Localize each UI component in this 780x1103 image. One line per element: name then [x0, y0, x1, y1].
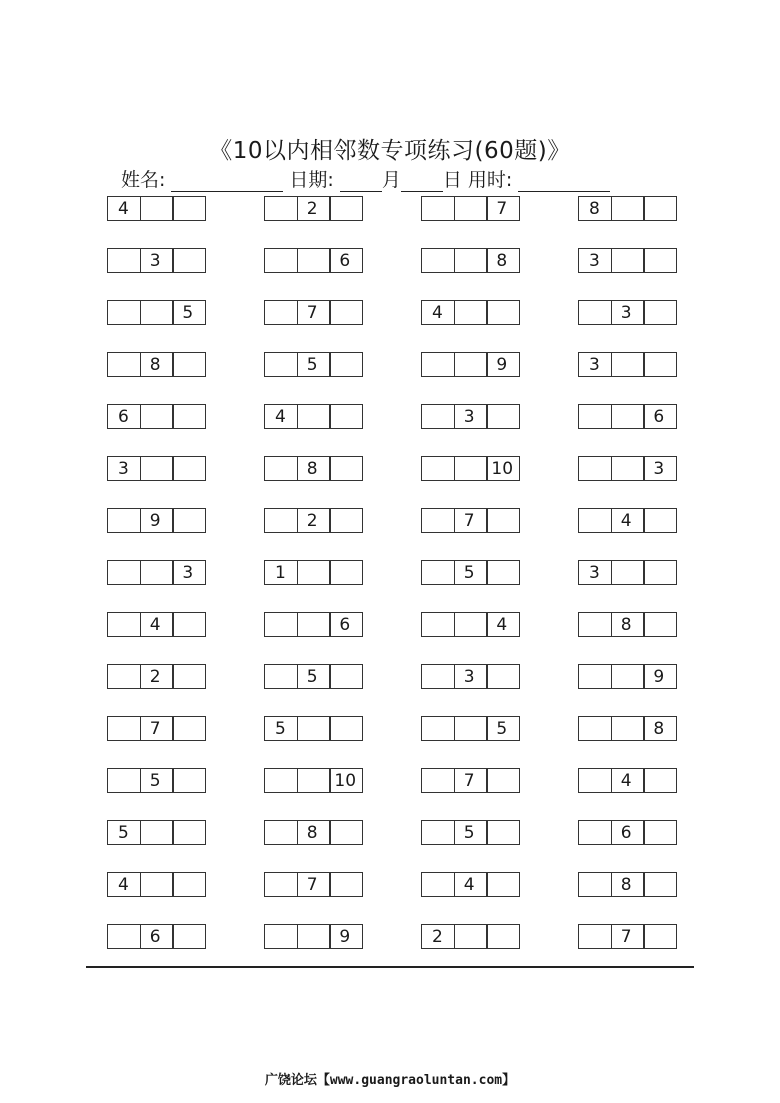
given-number-box: 9 — [643, 664, 677, 689]
answer-box[interactable] — [643, 768, 677, 793]
answer-box[interactable] — [264, 456, 298, 481]
given-number-box: 8 — [140, 352, 174, 377]
given-number-box: 8 — [611, 872, 645, 897]
answer-box[interactable] — [643, 352, 677, 377]
answer-box[interactable] — [172, 248, 206, 273]
answer-box[interactable] — [329, 820, 363, 845]
given-number-box: 9 — [329, 924, 363, 949]
given-number-box: 3 — [107, 456, 141, 481]
given-number-box: 5 — [264, 716, 298, 741]
answer-box[interactable] — [107, 560, 141, 585]
problem — [421, 820, 524, 845]
answer-box[interactable] — [140, 560, 174, 585]
problem — [578, 508, 681, 533]
given-number-box: 6 — [643, 404, 677, 429]
page-title: 《10以内相邻数专项练习(60题)》 — [209, 138, 571, 164]
problem — [578, 872, 681, 897]
given-number-box: 2 — [297, 508, 331, 533]
problem — [421, 768, 524, 793]
footer-site-name: 广饶论坛 — [264, 1073, 317, 1088]
given-number-box: 6 — [329, 248, 363, 273]
given-number-box: 3 — [578, 352, 612, 377]
problem — [107, 716, 210, 741]
given-number-box: 7 — [297, 872, 331, 897]
answer-box[interactable] — [643, 248, 677, 273]
problem — [578, 196, 681, 221]
answer-box[interactable] — [421, 196, 455, 221]
given-number-box: 7 — [611, 924, 645, 949]
answer-box[interactable] — [329, 456, 363, 481]
given-number-box: 6 — [140, 924, 174, 949]
answer-box[interactable] — [486, 664, 520, 689]
problem — [578, 456, 681, 481]
given-number-box: 3 — [578, 248, 612, 273]
given-number-box: 3 — [454, 664, 488, 689]
given-number-box: 3 — [140, 248, 174, 273]
given-number-box: 8 — [297, 456, 331, 481]
answer-box[interactable] — [140, 196, 174, 221]
given-number-box: 10 — [329, 768, 363, 793]
answer-box[interactable] — [578, 612, 612, 637]
problem — [421, 352, 524, 377]
problem — [578, 560, 681, 585]
problem — [421, 300, 524, 325]
problem — [578, 300, 681, 325]
problem-grid — [107, 196, 681, 949]
answer-box[interactable] — [140, 404, 174, 429]
answer-box[interactable] — [643, 820, 677, 845]
answer-box[interactable] — [264, 612, 298, 637]
problem — [578, 924, 681, 949]
answer-box[interactable] — [421, 456, 455, 481]
problem — [107, 248, 210, 273]
answer-box[interactable] — [643, 560, 677, 585]
problem — [107, 924, 210, 949]
given-number-box: 10 — [486, 456, 520, 481]
problem — [264, 924, 367, 949]
problem — [578, 664, 681, 689]
month-blank[interactable] — [340, 171, 382, 192]
answer-box[interactable] — [297, 768, 331, 793]
given-number-box: 6 — [329, 612, 363, 637]
answer-box[interactable] — [454, 300, 488, 325]
problem — [107, 352, 210, 377]
given-number-box: 2 — [421, 924, 455, 949]
answer-box[interactable] — [329, 664, 363, 689]
given-number-box: 4 — [611, 508, 645, 533]
answer-box[interactable] — [172, 352, 206, 377]
answer-box[interactable] — [578, 716, 612, 741]
problem — [107, 820, 210, 845]
answer-box[interactable] — [172, 820, 206, 845]
answer-box[interactable] — [264, 768, 298, 793]
answer-box[interactable] — [421, 612, 455, 637]
problem — [107, 664, 210, 689]
given-number-box: 3 — [454, 404, 488, 429]
answer-box[interactable] — [611, 456, 645, 481]
answer-box[interactable] — [611, 664, 645, 689]
given-number-box: 7 — [297, 300, 331, 325]
problem — [264, 404, 367, 429]
answer-box[interactable] — [611, 560, 645, 585]
given-number-box: 7 — [140, 716, 174, 741]
given-number-box: 9 — [140, 508, 174, 533]
answer-box[interactable] — [107, 716, 141, 741]
date-label: 日期: — [289, 169, 334, 191]
answer-box[interactable] — [611, 716, 645, 741]
answer-box[interactable] — [107, 508, 141, 533]
answer-box[interactable] — [421, 664, 455, 689]
problem — [264, 300, 367, 325]
answer-box[interactable] — [421, 404, 455, 429]
answer-box[interactable] — [486, 872, 520, 897]
answer-box[interactable] — [421, 820, 455, 845]
given-number-box: 6 — [107, 404, 141, 429]
month-label: 月 — [381, 169, 401, 191]
answer-box[interactable] — [264, 872, 298, 897]
answer-box[interactable] — [578, 872, 612, 897]
answer-box[interactable] — [172, 196, 206, 221]
answer-box[interactable] — [107, 612, 141, 637]
answer-box[interactable] — [421, 716, 455, 741]
problem — [264, 768, 367, 793]
given-number-box: 4 — [140, 612, 174, 637]
answer-box[interactable] — [297, 404, 331, 429]
problem — [578, 716, 681, 741]
answer-box[interactable] — [107, 300, 141, 325]
answer-box[interactable] — [329, 300, 363, 325]
problem — [107, 508, 210, 533]
name-label: 姓名: — [121, 169, 166, 191]
problem — [578, 404, 681, 429]
problem — [107, 300, 210, 325]
answer-box[interactable] — [107, 924, 141, 949]
problem — [264, 560, 367, 585]
answer-box[interactable] — [264, 248, 298, 273]
answer-box[interactable] — [329, 872, 363, 897]
name-blank[interactable] — [171, 171, 283, 192]
given-number-box: 2 — [140, 664, 174, 689]
problem — [578, 768, 681, 793]
given-number-box: 8 — [486, 248, 520, 273]
answer-box[interactable] — [643, 872, 677, 897]
answer-box[interactable] — [172, 872, 206, 897]
problem — [421, 612, 524, 637]
problem — [107, 768, 210, 793]
problem — [107, 872, 210, 897]
given-number-box: 4 — [107, 196, 141, 221]
problem — [107, 196, 210, 221]
given-number-box: 4 — [107, 872, 141, 897]
answer-box[interactable] — [454, 196, 488, 221]
problem — [264, 664, 367, 689]
answer-box[interactable] — [107, 768, 141, 793]
answer-box[interactable] — [486, 404, 520, 429]
answer-box[interactable] — [264, 352, 298, 377]
answer-box[interactable] — [140, 872, 174, 897]
answer-box[interactable] — [611, 196, 645, 221]
answer-box[interactable] — [578, 300, 612, 325]
time-label: 用时: — [467, 169, 513, 191]
answer-box[interactable] — [329, 716, 363, 741]
answer-box[interactable] — [172, 456, 206, 481]
answer-box[interactable] — [454, 248, 488, 273]
problem — [421, 404, 524, 429]
answer-box[interactable] — [329, 508, 363, 533]
day-label: 日 — [442, 169, 462, 191]
answer-box[interactable] — [643, 924, 677, 949]
answer-box[interactable] — [486, 508, 520, 533]
answer-box[interactable] — [172, 768, 206, 793]
problem — [107, 612, 210, 637]
answer-box[interactable] — [486, 768, 520, 793]
answer-box[interactable] — [454, 612, 488, 637]
answer-box[interactable] — [140, 820, 174, 845]
answer-box[interactable] — [421, 768, 455, 793]
problem — [264, 716, 367, 741]
answer-box[interactable] — [643, 612, 677, 637]
answer-box[interactable] — [264, 664, 298, 689]
answer-box[interactable] — [611, 404, 645, 429]
footer-url: 【www.guangraoluntan.com】 — [316, 1073, 516, 1088]
problem — [107, 404, 210, 429]
answer-box[interactable] — [172, 612, 206, 637]
answer-box[interactable] — [643, 300, 677, 325]
given-number-box: 6 — [611, 820, 645, 845]
problem — [264, 248, 367, 273]
given-number-box: 3 — [578, 560, 612, 585]
problem — [264, 820, 367, 845]
answer-box[interactable] — [264, 508, 298, 533]
problem — [421, 872, 524, 897]
given-number-box: 4 — [264, 404, 298, 429]
problem — [421, 248, 524, 273]
answer-box[interactable] — [421, 352, 455, 377]
answer-box[interactable] — [421, 248, 455, 273]
student-info-row — [121, 166, 610, 192]
answer-box[interactable] — [643, 508, 677, 533]
problem — [264, 196, 367, 221]
problem — [578, 612, 681, 637]
answer-box[interactable] — [264, 300, 298, 325]
answer-box[interactable] — [578, 924, 612, 949]
problem — [421, 924, 524, 949]
given-number-box: 7 — [486, 196, 520, 221]
problem — [421, 508, 524, 533]
answer-box[interactable] — [486, 820, 520, 845]
answer-box[interactable] — [421, 560, 455, 585]
problem — [107, 456, 210, 481]
problem — [578, 248, 681, 273]
answer-box[interactable] — [454, 924, 488, 949]
answer-box[interactable] — [264, 820, 298, 845]
answer-box[interactable] — [172, 924, 206, 949]
problem — [578, 820, 681, 845]
problem — [264, 456, 367, 481]
problem — [264, 352, 367, 377]
answer-box[interactable] — [172, 508, 206, 533]
problem — [421, 456, 524, 481]
given-number-box: 5 — [140, 768, 174, 793]
answer-box[interactable] — [297, 248, 331, 273]
answer-box[interactable] — [611, 248, 645, 273]
problem — [578, 352, 681, 377]
answer-box[interactable] — [297, 924, 331, 949]
answer-box[interactable] — [578, 404, 612, 429]
problem — [421, 196, 524, 221]
answer-box[interactable] — [643, 196, 677, 221]
problem — [264, 612, 367, 637]
given-number-box: 5 — [486, 716, 520, 741]
given-number-box: 5 — [297, 664, 331, 689]
given-number-box: 4 — [454, 872, 488, 897]
problem — [107, 560, 210, 585]
given-number-box: 5 — [172, 300, 206, 325]
answer-box[interactable] — [329, 404, 363, 429]
time-blank[interactable] — [518, 171, 610, 192]
answer-box[interactable] — [297, 612, 331, 637]
given-number-box: 5 — [454, 820, 488, 845]
problem — [421, 716, 524, 741]
given-number-box: 4 — [421, 300, 455, 325]
answer-box[interactable] — [140, 300, 174, 325]
answer-box[interactable] — [107, 352, 141, 377]
answer-box[interactable] — [172, 404, 206, 429]
answer-box[interactable] — [107, 248, 141, 273]
answer-box[interactable] — [486, 300, 520, 325]
answer-box[interactable] — [578, 508, 612, 533]
given-number-box: 8 — [611, 612, 645, 637]
problem — [264, 872, 367, 897]
answer-box[interactable] — [329, 560, 363, 585]
answer-box[interactable] — [264, 196, 298, 221]
answer-box[interactable] — [107, 664, 141, 689]
given-number-box: 3 — [172, 560, 206, 585]
answer-box[interactable] — [329, 196, 363, 221]
given-number-box: 1 — [264, 560, 298, 585]
answer-box[interactable] — [172, 716, 206, 741]
answer-box[interactable] — [486, 924, 520, 949]
given-number-box: 3 — [643, 456, 677, 481]
answer-box[interactable] — [611, 352, 645, 377]
given-number-box: 8 — [643, 716, 677, 741]
given-number-box: 9 — [486, 352, 520, 377]
given-number-box: 8 — [578, 196, 612, 221]
answer-box[interactable] — [297, 716, 331, 741]
given-number-box: 5 — [297, 352, 331, 377]
answer-box[interactable] — [421, 508, 455, 533]
given-number-box: 5 — [454, 560, 488, 585]
answer-box[interactable] — [264, 924, 298, 949]
answer-box[interactable] — [454, 716, 488, 741]
answer-box[interactable] — [486, 560, 520, 585]
answer-box[interactable] — [578, 768, 612, 793]
given-number-box: 7 — [454, 768, 488, 793]
given-number-box: 4 — [486, 612, 520, 637]
answer-box[interactable] — [578, 820, 612, 845]
answer-box[interactable] — [172, 664, 206, 689]
answer-box[interactable] — [454, 352, 488, 377]
problem — [264, 508, 367, 533]
answer-box[interactable] — [297, 560, 331, 585]
given-number-box: 8 — [297, 820, 331, 845]
day-blank[interactable] — [401, 171, 443, 192]
given-number-box: 7 — [454, 508, 488, 533]
answer-box[interactable] — [454, 456, 488, 481]
answer-box[interactable] — [140, 456, 174, 481]
given-number-box: 3 — [611, 300, 645, 325]
given-number-box: 2 — [297, 196, 331, 221]
answer-box[interactable] — [329, 352, 363, 377]
given-number-box: 4 — [611, 768, 645, 793]
answer-box[interactable] — [578, 456, 612, 481]
bottom-divider — [86, 966, 694, 968]
problem — [421, 664, 524, 689]
answer-box[interactable] — [578, 664, 612, 689]
answer-box[interactable] — [421, 872, 455, 897]
problem — [421, 560, 524, 585]
given-number-box: 5 — [107, 820, 141, 845]
footer-credit — [0, 1069, 780, 1088]
